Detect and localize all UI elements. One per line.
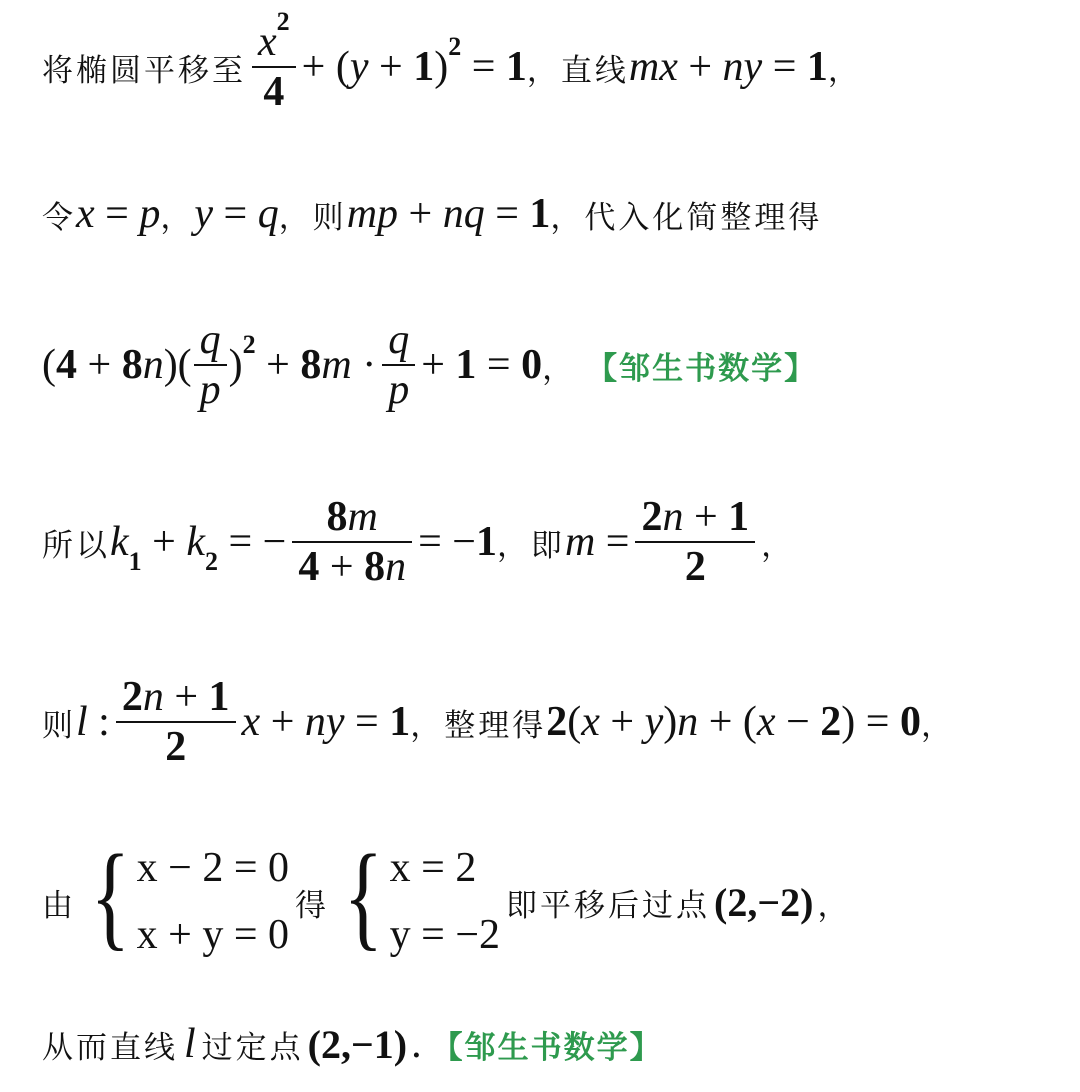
line-4: 所以 $k_1 + k_2$ = − $\frac{8m}{4 + 8n}$ = −1 ，即 m = $\frac{2n + 1}{2}$ ， (42, 494, 796, 591)
text-thus-line: 从而直线 (42, 1029, 178, 1066)
system-2: { x = 2 y = −2 (335, 835, 500, 969)
system-1-row-1: x − 2 = 0 (136, 845, 290, 891)
text-so: 所以 (42, 527, 110, 564)
text-line: ，直线 (526, 52, 629, 89)
text-substitute: ，代入化简整理得 (550, 199, 823, 236)
var-l: l (184, 1021, 196, 1067)
eq-x-p: x = p (76, 191, 161, 237)
system-1-row-2: x + y = 0 (136, 912, 290, 959)
fraction-x2-over-4: $\frac{x^2}{4}$ (252, 20, 296, 114)
line-1 (42, 7, 862, 116)
fraction-q-over-p-1: $\frac{q}{p}$ (194, 318, 227, 412)
line-6: 由 { x − 2 = 0 x + y = 0 得 { x = 2 y = −2 即平移后过点 (2,−2) ， (42, 835, 851, 969)
comma: ， (160, 199, 195, 236)
point-2-neg1: (2,−1) (307, 1021, 408, 1067)
fraction-8m-over-4-8n: $\frac{8m}{4 + 8n}$ (292, 495, 412, 589)
watermark-2: 【邹生书数学】 (431, 1029, 663, 1066)
fraction-q-over-p-2: $\frac{q}{p}$ (382, 318, 415, 412)
fraction-2n1-over-2-b: $\frac{2n + 1}{2}$ (116, 675, 236, 769)
text-then: ，则 (278, 199, 347, 236)
point-2-neg2: (2,−2) (714, 879, 814, 925)
comma: ， (827, 52, 862, 89)
eq-mp-nq: mp + nq = 1 (346, 191, 551, 237)
line-2 (42, 190, 822, 238)
system-2-row-2: y = −2 (389, 912, 501, 959)
text-from: 由 (42, 887, 76, 924)
text-after-translate: 即平移后过点 (506, 887, 711, 924)
line-eq: mx + ny = 1 (628, 44, 828, 91)
system-2-row-1: x = 2 (389, 845, 477, 891)
line-3: (4 + 8n)( $\frac{q}{p}$ )$^2$ + 8m · $\frac{q}{p}$ + 1 = 0 ， 【邹生书数学】 (42, 317, 818, 414)
text-let: 令 (42, 199, 76, 236)
text-translate-ellipse: 将椭圆平移至 (42, 52, 246, 89)
system-1: { x − 2 = 0 x + y = 0 (82, 835, 289, 969)
text-arrange: ，整理得 (410, 707, 547, 744)
line-7: 从而直线 l 过定点 (2,−1) . 【邹生书数学】 (42, 1021, 663, 1067)
line-5: 则 l : $\frac{2n + 1}{2}$ x + ny = 1 ，整理得 2(x + y)n + (x − 2) = 0 ， (42, 674, 955, 771)
ellipse-eq-rest: + $(y + 1)^2 = 1$ (301, 32, 527, 91)
fraction-2n1-over-2: $\frac{2n + 1}{2}$ (635, 495, 755, 589)
text-get: 得 (295, 887, 330, 924)
watermark-1: 【邹生书数学】 (586, 350, 818, 387)
text-then-l: 则 (42, 707, 76, 744)
expr-coefficient: (4 + 8n)( (42, 342, 192, 389)
text-fixed-point: 过定点 (201, 1029, 304, 1066)
text-namely: ，即 (496, 527, 565, 564)
eq-y-q: y = q (194, 191, 279, 237)
